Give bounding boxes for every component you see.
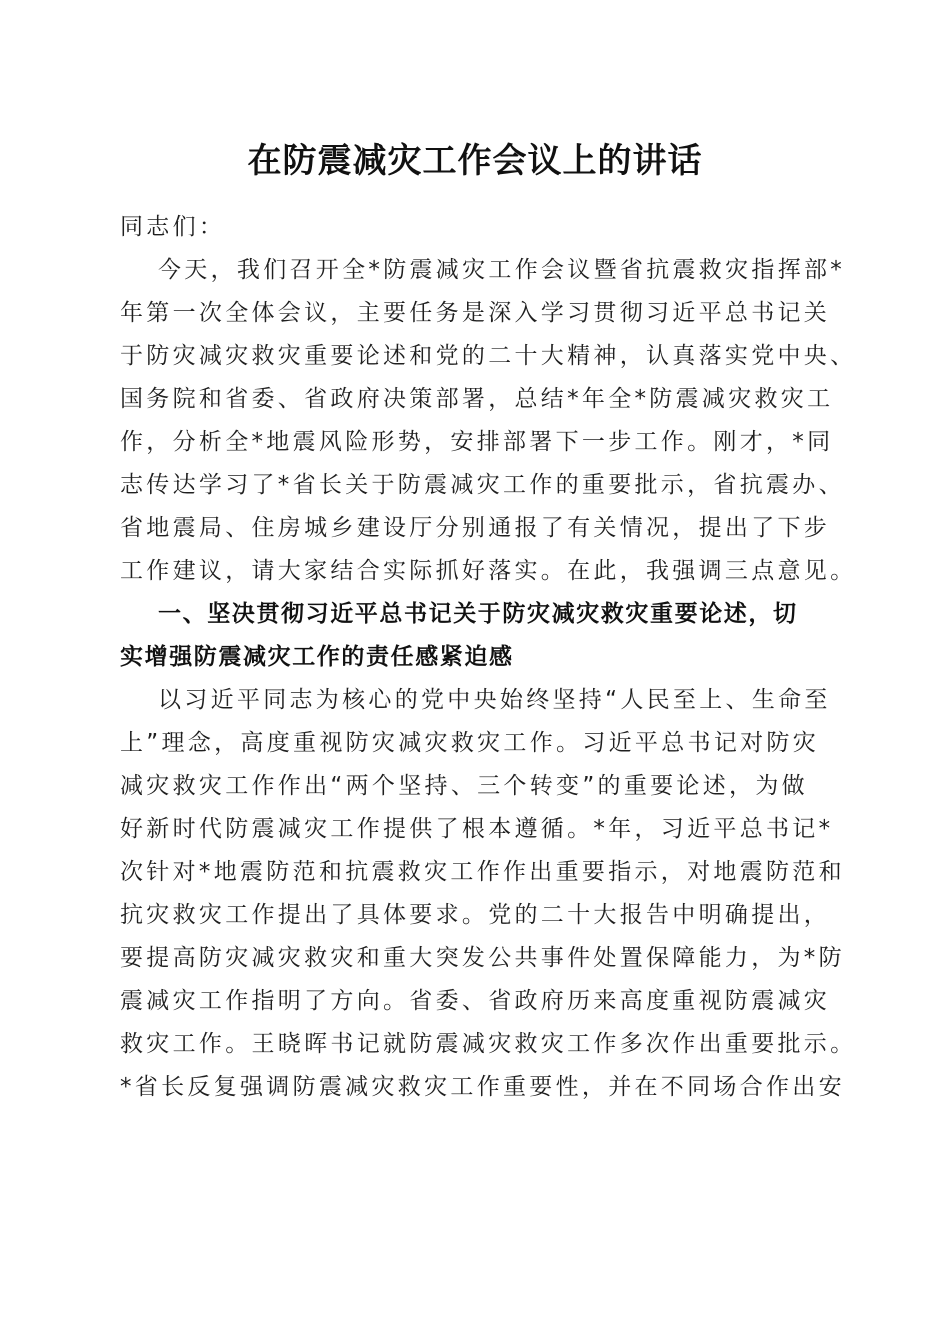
paragraph-line: 震减灾工作指明了方向。省委、省政府历来高度重视防震减灾 <box>120 988 831 1014</box>
heading-line: 一、坚决贯彻习近平总书记关于防灾减灾救灾重要论述，切 <box>158 601 798 627</box>
paragraph-line: 以习近平同志为核心的党中央始终坚持“人民至上、生命至 <box>158 687 831 713</box>
section-heading-1 <box>120 593 830 679</box>
paragraph-section-1 <box>120 679 857 1109</box>
paragraph-line: 年第一次全体会议，主要任务是深入学习贯彻习近平总书记关 <box>120 300 831 326</box>
paragraph-line: 今天，我们召开全*防震减灾工作会议暨省抗震救灾指挥部* <box>158 257 846 283</box>
document-title: 在防震减灾工作会议上的讲话 <box>247 141 703 181</box>
paragraph-line: 作，分析全*地震风险形势，安排部署下一步工作。刚才，*同 <box>120 429 834 455</box>
salutation: 同志们： <box>120 214 226 240</box>
paragraph-line: *省长反复强调防震减灾救灾工作重要性，并在不同场合作出安 <box>120 1074 845 1100</box>
paragraph-line: 减灾救灾工作作出“两个坚持、三个转变”的重要论述，为做 <box>120 773 808 799</box>
paragraph-intro <box>120 249 857 593</box>
paragraph-line: 省地震局、住房城乡建设厅分别通报了有关情况，提出了下步 <box>120 515 831 541</box>
paragraph-line: 次针对*地震防范和抗震救灾工作作出重要指示，对地震防范和 <box>120 859 845 885</box>
paragraph-line: 要提高防灾减灾救灾和重大突发公共事件处置保障能力，为*防 <box>120 945 845 971</box>
paragraph-line: 好新时代防震减灾工作提供了根本遵循。*年，习近平总书记* <box>120 816 834 842</box>
paragraph-line: 抗灾救灾工作提出了具体要求。党的二十大报告中明确提出， <box>120 902 831 928</box>
paragraph-line: 志传达学习了*省长关于防震减灾工作的重要批示，省抗震办、 <box>120 472 845 498</box>
paragraph-line: 上”理念，高度重视防灾减灾救灾工作。习近平总书记对防灾 <box>120 730 820 756</box>
paragraph-line: 国务院和省委、省政府决策部署，总结*年全*防震减灾救灾工 <box>120 386 834 412</box>
paragraph-line: 工作建议，请大家结合实际抓好落实。在此，我强调三点意见。 <box>120 558 857 584</box>
paragraph-line: 救灾工作。王晓晖书记就防震减灾救灾工作多次作出重要批示。 <box>120 1031 857 1057</box>
heading-line: 实增强防震减灾工作的责任感紧迫感 <box>120 644 514 670</box>
paragraph-line: 于防灾减灾救灾重要论述和党的二十大精神，认真落实党中央、 <box>120 343 857 369</box>
document-body <box>120 206 857 1109</box>
